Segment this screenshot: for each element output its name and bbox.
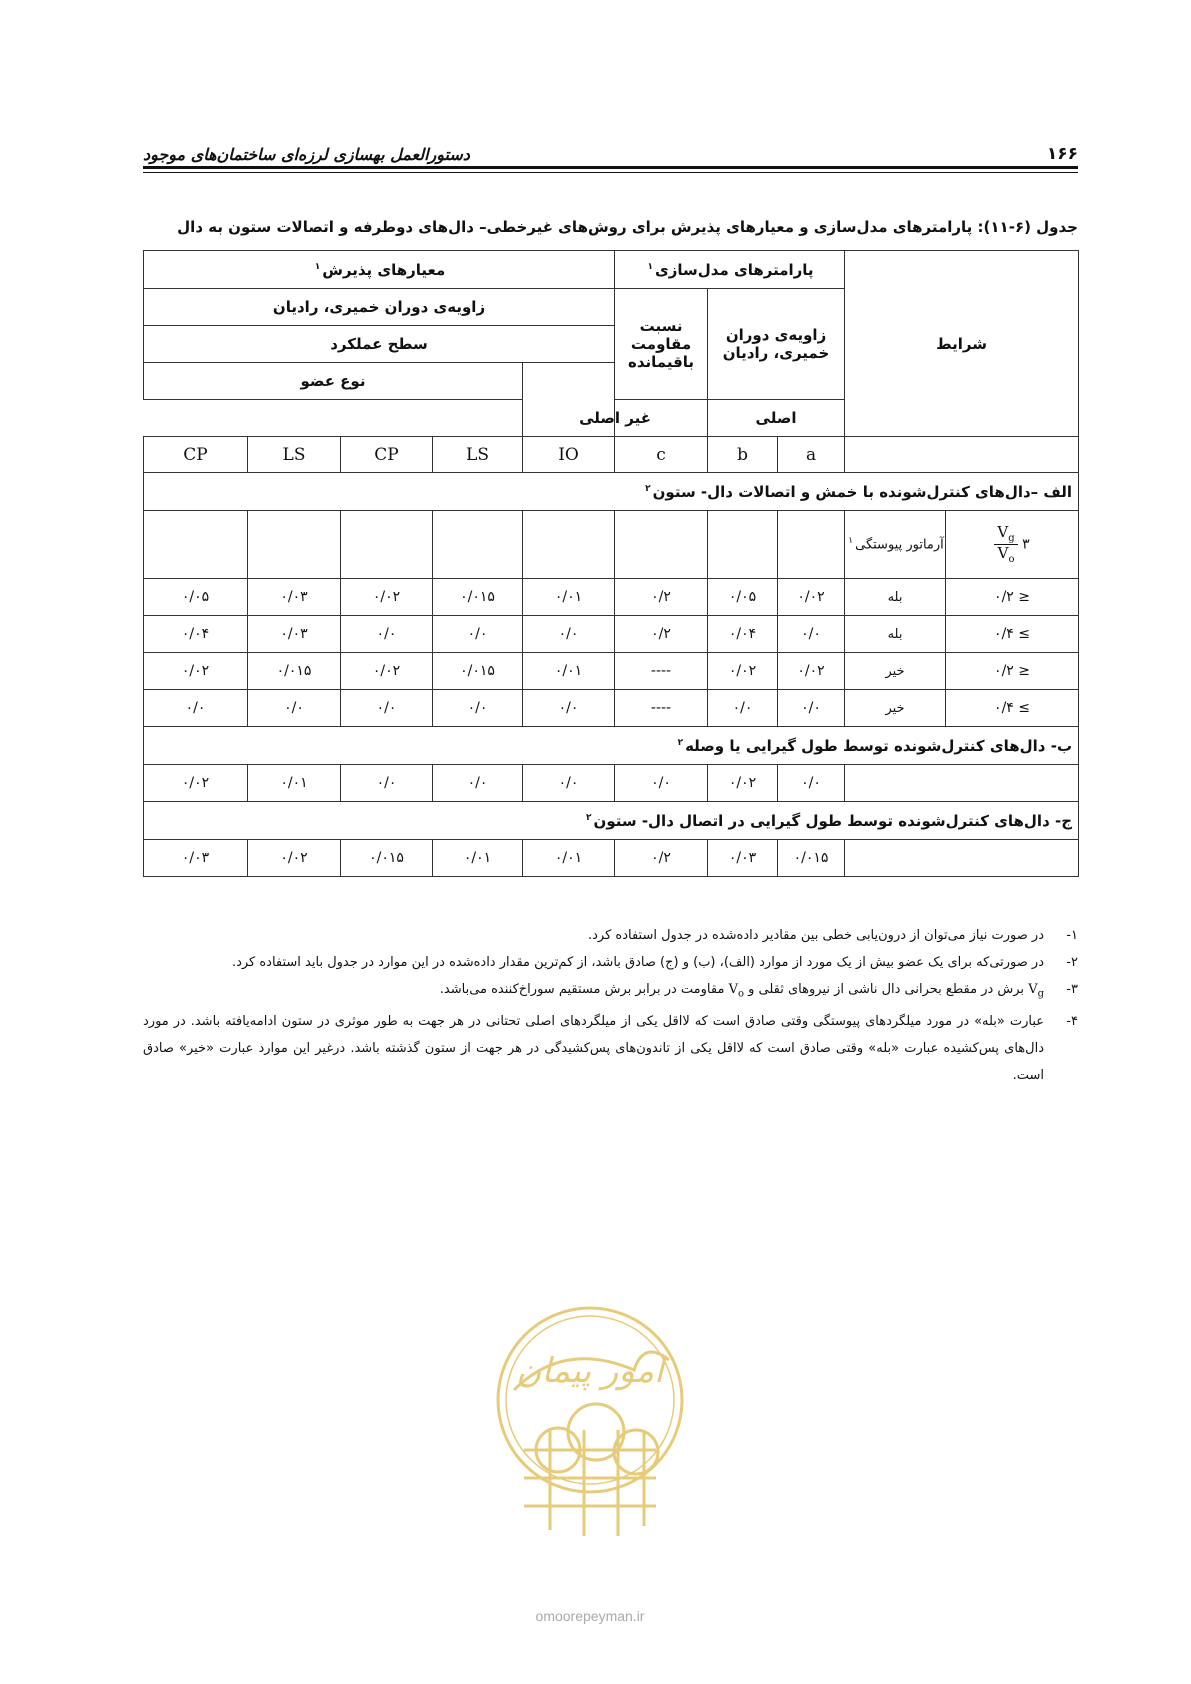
val-b: ۰/۰۳ (708, 840, 778, 877)
val-ls-secondary: ۰/۰۱۵ (248, 653, 341, 690)
performance-level-header: سطح عملکرد (144, 326, 615, 363)
val-ls-primary: ۰/۰۱۵ (433, 653, 523, 690)
val-io: ۰/۰ (523, 765, 615, 802)
col-io: IO (523, 437, 615, 473)
footnote-number: ۲- (1066, 955, 1078, 970)
col-cp-secondary: CP (144, 437, 248, 473)
val-cp-secondary: ۰/۰۳ (144, 840, 248, 877)
conditions-header: شرایط (845, 251, 1079, 437)
val-cp-secondary: ۰/۰ (144, 690, 248, 727)
val-cp-primary: ۰/۰۲ (341, 579, 433, 616)
book-title: دستورالعمل بهسازی لرزه‌ای ساختمان‌های موجود (143, 145, 470, 164)
table-row (144, 579, 1079, 616)
val-c: ۰/۲ (615, 616, 708, 653)
empty-cell (433, 511, 523, 579)
continuity-header: آرماتور پیوستگی$^۱$ (845, 511, 946, 579)
val-io: ۰/۰ (523, 616, 615, 653)
empty-cell (778, 511, 845, 579)
modeling-params-header: پارامترهای مدل‌سازی$^۱$ (615, 251, 845, 289)
val-b: ۰/۰ (708, 690, 778, 727)
val-io: ۰/۰۱ (523, 840, 615, 877)
table-caption: جدول (۶-۱۱): پارامترهای مدل‌سازی و معیارهای پذیرش برای روش‌های غیرخطی– دال‌های دوطرفه و اتصالات ستون به دال (177, 218, 1078, 236)
val-ls-primary: ۰/۰ (433, 765, 523, 802)
val-cp-secondary: ۰/۰۲ (144, 653, 248, 690)
col-a: a (778, 437, 845, 473)
shear-ratio: ≥ ۰/۴ (946, 616, 1079, 653)
residual-strength-header: نسبت مقاومت باقیمانده (615, 289, 708, 400)
val-c: ---- (615, 653, 708, 690)
col-ls-secondary: LS (248, 437, 341, 473)
member-type-header: نوع عضو (144, 363, 523, 400)
acceptance-table (143, 250, 1079, 877)
conditions-spacer (845, 437, 1079, 473)
val-a: ۰/۰ (778, 765, 845, 802)
table-row (144, 653, 1079, 690)
val-cp-primary: ۰/۰۱۵ (341, 840, 433, 877)
page-number: ۱۶۶ (1046, 144, 1078, 164)
val-ls-primary: ۰/۰ (433, 616, 523, 653)
table-row (144, 616, 1079, 653)
col-cp-primary: CP (341, 437, 433, 473)
footnote-number: ۴- (1066, 1013, 1078, 1029)
continuity: خیر (845, 653, 946, 690)
plastic-rotation-criteria-header: زاویه‌ی دوران خمیری، رادیان (144, 289, 615, 326)
header-rule (143, 166, 1078, 169)
continuity: بله (845, 579, 946, 616)
val-ls-secondary: ۰/۰۳ (248, 616, 341, 653)
val-a: ۰/۰۲ (778, 653, 845, 690)
val-a: ۰/۰ (778, 690, 845, 727)
empty-condition-cell (845, 840, 1079, 877)
continuity: خیر (845, 690, 946, 727)
empty-cell (144, 511, 248, 579)
footnote (143, 949, 1078, 976)
footnote (143, 1008, 1078, 1089)
primary-header: اصلی (708, 400, 845, 437)
empty-condition-cell (845, 765, 1079, 802)
col-ls-primary: LS (433, 437, 523, 473)
header-rule-thin (143, 172, 1078, 173)
empty-cell (341, 511, 433, 579)
empty-cell (523, 511, 615, 579)
empty-cell (248, 511, 341, 579)
watermark-logo (484, 1300, 696, 1600)
empty-cell (708, 511, 778, 579)
shear-ratio: ≤ ۰/۲ (946, 653, 1079, 690)
val-cp-primary: ۰/۰۲ (341, 653, 433, 690)
secondary-header: غیر اصلی (523, 400, 708, 437)
table-row (144, 690, 1079, 727)
section-c-title: ج- دال‌های کنترل‌شونده توسط طول گیرایی در اتصال دال- ستون$^۲$ (144, 802, 1079, 840)
val-io: ۰/۰۱ (523, 579, 615, 616)
val-b: ۰/۰۴ (708, 616, 778, 653)
table-row (144, 840, 1079, 877)
logo-text: امور پیمان (516, 1351, 664, 1391)
acceptance-criteria-header: معیارهای پذیرش$^۱$ (144, 251, 615, 289)
val-ls-secondary: ۰/۰۱ (248, 765, 341, 802)
shear-ratio: ≥ ۰/۴ (946, 690, 1079, 727)
footnote-text: در صورت نیاز می‌توان از درون‌یابی خطی بین مقادیر داده‌شده در جدول استفاده کرد. (587, 928, 1044, 943)
empty-cell (615, 511, 708, 579)
page-header (143, 136, 1078, 164)
val-io: ۰/۰ (523, 690, 615, 727)
val-ls-primary: ۰/۰۱۵ (433, 579, 523, 616)
footnote (143, 922, 1078, 949)
val-c: ۰/۰ (615, 765, 708, 802)
plastic-rotation-header: زاویه‌ی دوران خمیری، رادیان (708, 289, 845, 400)
val-ls-primary: ۰/۰ (433, 690, 523, 727)
val-b: ۰/۰۲ (708, 765, 778, 802)
shear-ratio: ≤ ۰/۲ (946, 579, 1079, 616)
col-b: b (708, 437, 778, 473)
footnote-text: در صورتی‌که برای یک عضو بیش از یک مورد از موارد (الف)، (ب) و (ج) صادق باشد، از کم‌ترین مقدار داده‌شده در این موارد در جدول باید استفاده کرد. (231, 955, 1044, 970)
val-a: ۰/۰۲ (778, 579, 845, 616)
val-ls-secondary: ۰/۰۳ (248, 579, 341, 616)
watermark-site: omoorepeyman.ir (535, 1608, 645, 1624)
section-b-title: ب- دال‌های کنترل‌شونده توسط طول گیرایی یا وصله$^۲$ (144, 727, 1079, 765)
col-c: c (615, 437, 708, 473)
val-a: ۰/۰ (778, 616, 845, 653)
val-c: ---- (615, 690, 708, 727)
footnotes (143, 922, 1078, 1089)
val-cp-secondary: ۰/۰۵ (144, 579, 248, 616)
val-io: ۰/۰۱ (523, 653, 615, 690)
val-c: ۰/۲ (615, 579, 708, 616)
val-c: ۰/۲ (615, 840, 708, 877)
val-cp-primary: ۰/۰ (341, 616, 433, 653)
val-b: ۰/۰۲ (708, 653, 778, 690)
val-ls-secondary: ۰/۰۲ (248, 840, 341, 877)
val-ls-primary: ۰/۰۱ (433, 840, 523, 877)
table-row (144, 765, 1079, 802)
shear-ratio-header: ۳ $\frac{V_g}{V_o}$ (946, 511, 1079, 579)
val-cp-secondary: ۰/۰۲ (144, 765, 248, 802)
val-cp-primary: ۰/۰ (341, 690, 433, 727)
footnote (143, 976, 1078, 1008)
footnote-text: $V_g$ برش در مقطع بحرانی دال ناشی از نیروهای ثقلی و $V_o$ مقاومت در برابر برش مستقیم سوراخ‌کننده می‌باشد. (439, 982, 1044, 1000)
footnote-number: ۳- (1066, 982, 1078, 997)
footnote-text: عبارت «بله» در مورد میلگردهای پیوستگی وقتی صادق است که لااقل یکی از میلگردهای اصلی تحتانی در هر جهت به طور موثری در ستون ادامه‌یافته باشد. در مورد دال‌های پس‌کشیده عبارت «بله» وقتی صادق است که لااقل یکی از تاندون‌های پس‌کشیدگی در هر جهت از ستون گذشته باشد. درغیر این موارد عبارت «خیر» صادق است. (143, 1013, 1044, 1083)
val-a: ۰/۰۱۵ (778, 840, 845, 877)
val-ls-secondary: ۰/۰ (248, 690, 341, 727)
logo-shape (498, 1308, 682, 1536)
footnote-number: ۱- (1066, 928, 1078, 943)
val-cp-secondary: ۰/۰۴ (144, 616, 248, 653)
val-b: ۰/۰۵ (708, 579, 778, 616)
continuity: بله (845, 616, 946, 653)
section-a-title: الف –دال‌های کنترل‌شونده با خمش و اتصالات دال- ستون$^۲$ (144, 473, 1079, 511)
val-cp-primary: ۰/۰ (341, 765, 433, 802)
